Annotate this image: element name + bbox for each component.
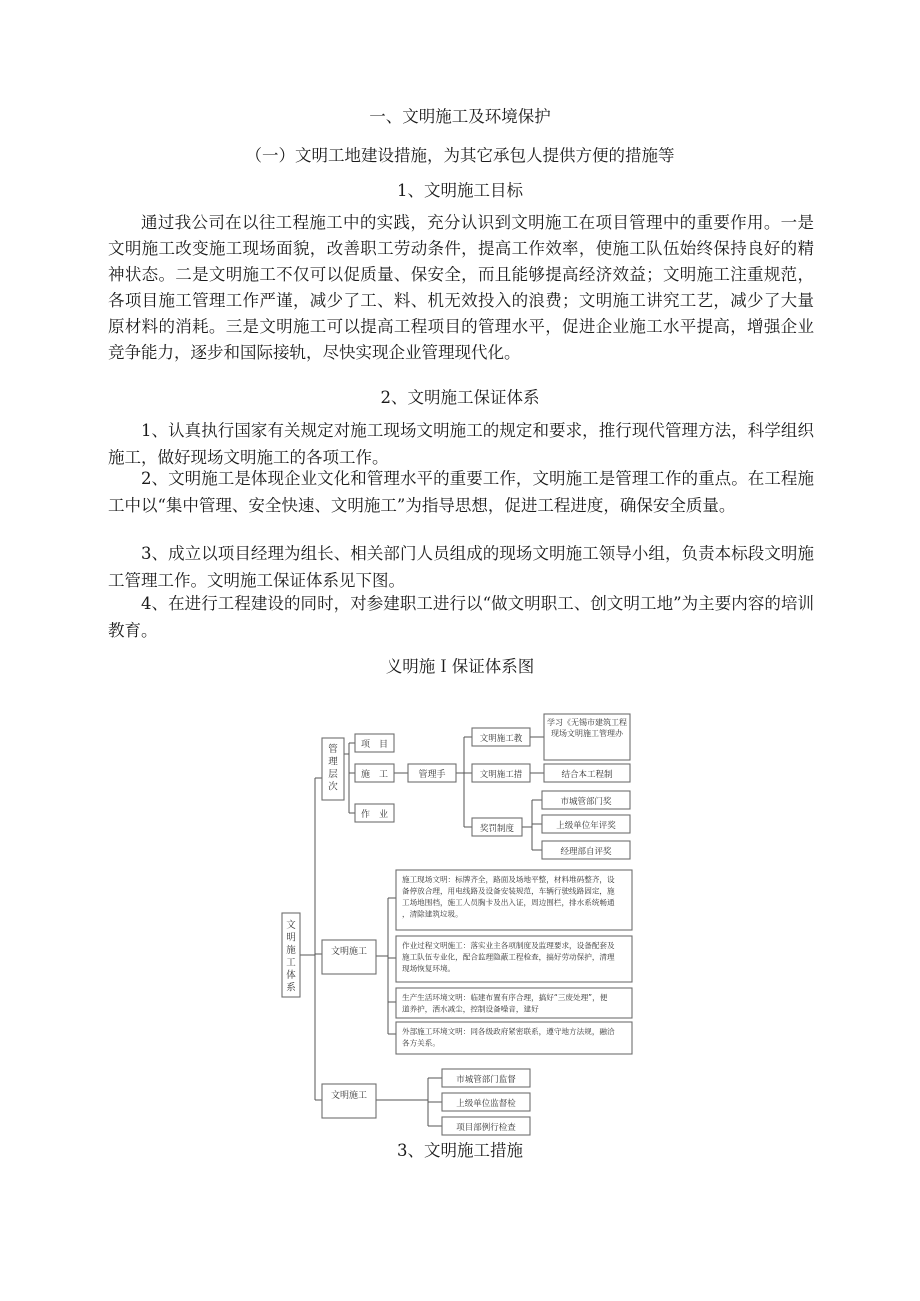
node-supervise-city [442, 1069, 530, 1087]
node-content-label: 文明施工 [330, 947, 368, 957]
node-supervise-superior-label: 上级单位监督检 [456, 1099, 516, 1109]
node-level-construction [355, 764, 394, 782]
node-method-measures [472, 764, 530, 782]
node-supervise-routine [442, 1117, 530, 1135]
node-level-construction-label: 施 工 [360, 770, 389, 780]
node-root-label: 文明施工体系 [286, 920, 296, 994]
node-supervise-city-label: 市城管部门监督 [456, 1075, 516, 1085]
node-content [322, 940, 376, 974]
node-measure-detail-label: 结合本工程制 [561, 770, 613, 780]
node-content-process [396, 936, 632, 982]
paragraph-item-4: 4、在进行工程建设的同时，对参建职工进行以“做文明职工、创文明工地”为主要内容的培训教育。 [108, 594, 814, 640]
node-measure-detail [544, 764, 630, 782]
paragraph-target: 通过我公司在以往工程施工中的实践，充分认识到文明施工在项目管理中的重要作用。一是文明施工改变施工现场面貌，改善职工劳动条件，提高工作效率，使施工队伍始终保持良好的精神状态。二是文明施工不仅可以促质量、保安全，而且能够提高经济效益；文明施工注重规范，各项目施工管理工作严谨，减少了工、料、机无效投入的浪费；文明施工讲究工艺，减少了大量原材料的消耗。三是文明施工可以提高工程项目的管理水平，促进企业施工水平提高，增强企业竞争能力，逐步和国际接轨，尽快实现企业管理现代化。 [108, 213, 814, 362]
node-content-living-label: 生产生活环境文明：临建布置有序合理，搞好“三废处理”，便道养护，洒水减尘，控制设备噪音，建好 [402, 993, 608, 1014]
node-edu-detail [544, 714, 630, 760]
node-method-reward [472, 818, 522, 836]
node-supervise-label: 文明施工 [330, 1091, 368, 1101]
node-mgmt-level [322, 738, 344, 800]
node-supervise-routine-label: 项目部例行检查 [456, 1123, 516, 1133]
node-method-reward-label: 奖罚制度 [479, 824, 515, 834]
node-method-education [472, 728, 530, 746]
node-content-site [396, 870, 632, 930]
heading-measures: 3、文明施工措施 [397, 1141, 523, 1160]
node-reward-superior [542, 815, 630, 833]
node-reward-self [542, 841, 630, 859]
heading-target: 1、文明施工目标 [397, 181, 523, 200]
node-reward-city [542, 791, 630, 809]
node-mgmt-level-label: 管理层次 [328, 744, 338, 793]
node-level-project [355, 734, 394, 752]
node-level-operation-label: 作 业 [360, 810, 389, 820]
node-content-living [396, 988, 632, 1018]
heading-system: 2、文明施工保证体系 [380, 388, 540, 407]
node-method-measures-label: 文明施工措 [479, 770, 523, 780]
subsection-heading: （一）文明工地建设措施，为其它承包人提供方便的措施等 [245, 146, 675, 165]
node-supervise-superior [442, 1093, 530, 1111]
node-root [282, 913, 300, 997]
node-level-operation [355, 804, 394, 822]
node-content-external-label: 外部施工环境文明：同各级政府紧密联系，遵守地方法规，融洽各方关系。 [402, 1027, 615, 1048]
node-method-education-label: 文明施工教 [479, 734, 523, 744]
node-reward-self-label: 经理部自评奖 [560, 847, 612, 857]
section-heading: 一、文明施工及环境保护 [369, 107, 551, 126]
node-content-process-label: 作业过程文明施工：落实业主各项制度及监理要求，设备配套及施工队伍专业化，配合监理隐蔽工程检查，搞好劳动保护，清理现场恢复环境。 [402, 941, 615, 973]
node-edu-detail-label: 学习《无锡市建筑工程现场文明施工管理办 [547, 718, 627, 738]
node-level-project-label: 项 目 [360, 740, 389, 750]
paragraph-item-2: 2、文明施工是体现企业文化和管理水平的重要工作，文明施工是管理工作的重点。在工程施工中以“集中管理、安全快速、文明施工”为指导思想，促进工程进度，确保安全质量。 [108, 469, 814, 515]
node-content-site-label: 施工现场文明：标牌齐全，路面及场地平整，材料堆码整齐，设备停放合理，用电线路及设备安装规范，车辆行驶线路固定，施工场地围档，施工人员胸卡及出入证，周边围栏，排水系统畅通，清除建筑垃圾。 [402, 875, 615, 919]
node-manage-label: 管理手 [418, 770, 446, 780]
paragraph-item-1: 1、认真执行国家有关规定对施工现场文明施工的规定和要求，推行现代管理方法，科学组织施工，做好现场文明施工的各项工作。 [108, 421, 814, 467]
node-manage [408, 764, 456, 782]
guarantee-system-diagram [280, 710, 640, 1138]
paragraph-item-3: 3、成立以项目经理为组长、相关部门人员组成的现场文明施工领导小组，负责本标段文明施工管理工作。文明施工保证体系见下图。 [108, 544, 814, 590]
node-reward-city-label: 市城管部门奖 [560, 797, 612, 807]
figure-title: 义明施Ｉ保证体系图 [385, 657, 535, 676]
node-reward-superior-label: 上级单位年评奖 [556, 821, 616, 831]
node-supervise [322, 1084, 376, 1118]
node-content-external [396, 1022, 632, 1054]
